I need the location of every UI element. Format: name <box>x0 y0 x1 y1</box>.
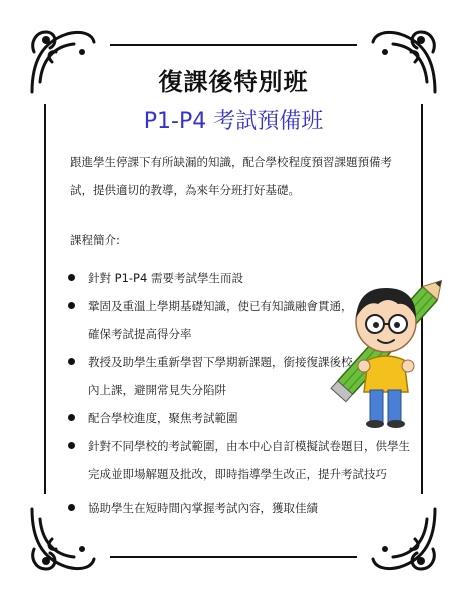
list-item: 針對 P1-P4 需要考試學生而設 <box>66 264 411 292</box>
frame-bottom-line <box>110 556 357 558</box>
list-item: 教授及助學生重新學習下學期新課題，銜接復課後校內上課，避開常見失分陷阱 <box>66 348 411 404</box>
bullet-dot-icon <box>68 358 75 365</box>
list-item: 針對不同學校的考試範圍，由本中心自訂模擬試卷題目，供學生完成並即場解題及批改，即時指導學生改正，提升考試技巧 <box>66 432 411 488</box>
bullet-dot-icon <box>68 442 75 449</box>
page-subtitle: P1-P4 考試預備班 <box>143 109 324 134</box>
boy-with-pencil-icon <box>328 260 448 430</box>
bullet-dot-icon <box>68 414 75 421</box>
intro-paragraph: 跟進學生停課下有所缺漏的知識，配合學校程度預習課題預備考試，提供適切的教導，為來年分班打好基礎。 <box>70 155 392 197</box>
course-intro-label: 課程簡介: <box>70 233 120 247</box>
bullet-dot-icon <box>68 504 75 511</box>
list-item: 配合學校進度，聚焦考試範圍 <box>66 404 411 432</box>
list-item: 協助學生在短時間內掌握考試內容，獲取佳績 <box>66 494 411 522</box>
bullet-dot-icon <box>68 274 75 281</box>
bullet-dot-icon <box>68 302 75 309</box>
list-item: 鞏固及重溫上學期基礎知識，使已有知識融會貫通，確保考試提高得分率 <box>66 292 411 348</box>
frame-top-line <box>110 44 357 46</box>
frame-left-line <box>44 104 46 494</box>
page-title: 復課後特別班 <box>158 68 309 96</box>
